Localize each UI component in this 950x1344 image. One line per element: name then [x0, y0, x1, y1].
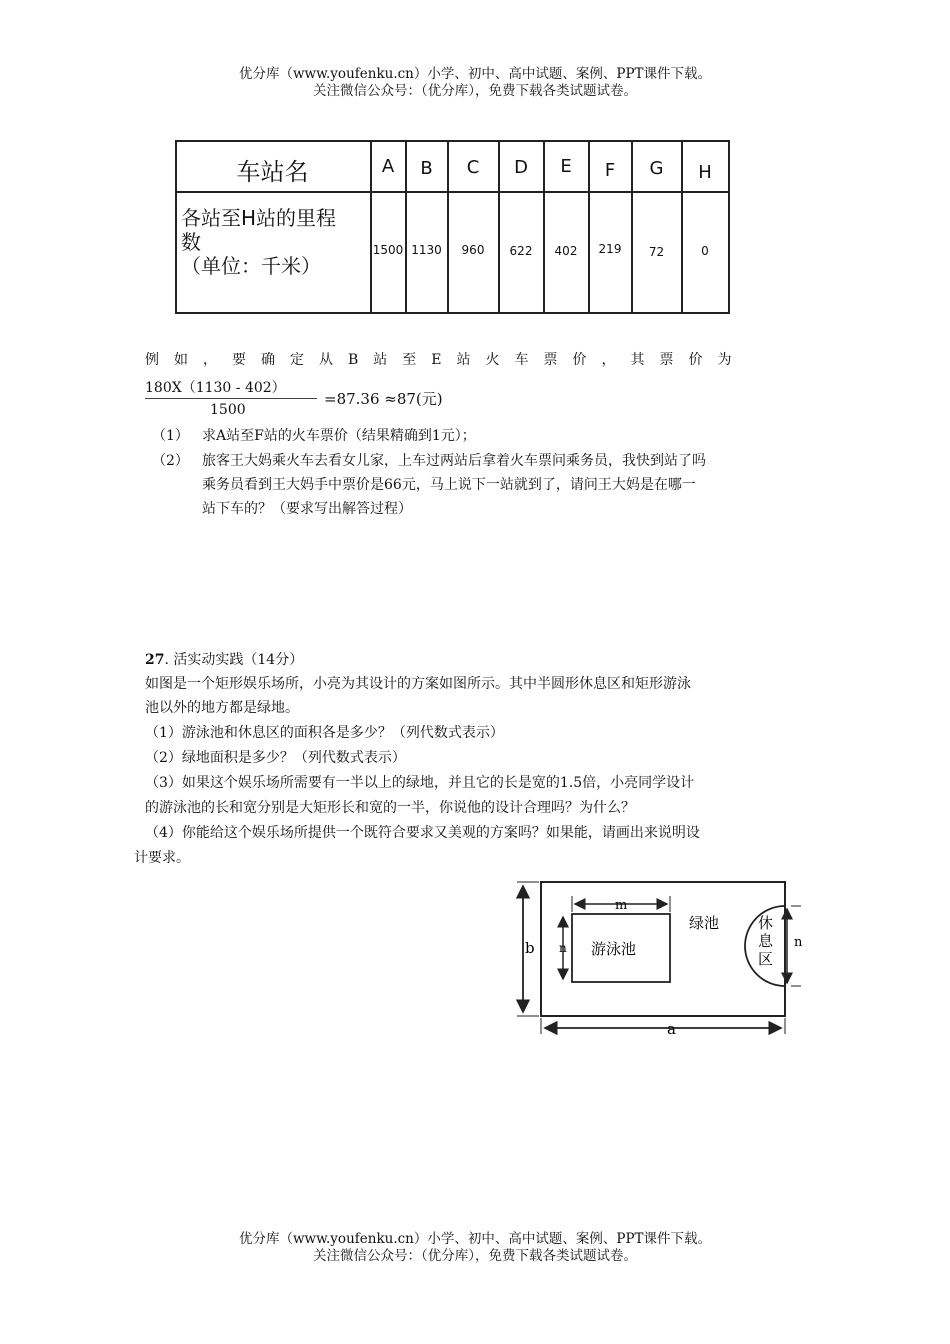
station-g: G — [649, 158, 664, 179]
label-rest-3: 区 — [758, 950, 774, 968]
footer-line-2: 关注微信公众号：（优分库），免费下载各类试题试卷。 — [313, 1248, 637, 1264]
station-b: B — [420, 158, 433, 179]
label-m: m — [615, 898, 628, 913]
label-rest-1: 休 — [758, 914, 774, 932]
distance-f: 219 — [598, 242, 622, 256]
station-d: D — [514, 157, 528, 178]
page-footer — [0, 1231, 950, 1265]
amusement-park-diagram — [515, 876, 815, 1036]
example-numerator: 180X（1130 - 402） — [145, 380, 286, 396]
table-header-label: 车站名 — [236, 158, 309, 186]
label-rest-2: 息 — [758, 932, 774, 950]
q27-sub3-line2: 的游泳池的长和宽分别是大矩形长和宽的一半，你说他的设计合理吗？为什么？ — [145, 800, 635, 816]
header-line-1: 优分库（www.youfenku.cn）小学、初中、高中试题、案例、PPT课件下载。 — [238, 66, 712, 82]
header-line-2: 关注微信公众号：（优分库），免费下载各类试题试卷。 — [313, 83, 637, 99]
page-header — [0, 66, 950, 100]
distance-b: 1130 — [411, 243, 442, 257]
q26-part2-num: （2） — [152, 453, 189, 469]
q27-sub1: （1）游泳池和休息区的面积各是多少？（列代数式表示） — [145, 725, 504, 741]
station-table — [175, 140, 730, 314]
example-text: 例如，要确定从B站至E站火车票价，其票价为 — [145, 352, 747, 368]
distance-c: 960 — [461, 243, 485, 257]
station-c: C — [466, 157, 480, 178]
label-a: a — [667, 1020, 676, 1036]
q27-intro-line1: 如图是一个矩形娱乐场所，小亮为其设计的方案如图所示。其中半圆形休息区和矩形游泳 — [145, 676, 691, 692]
outer-rectangle — [541, 882, 785, 1016]
label-n-right: n — [794, 935, 803, 950]
q26-part2-line2: 乘务员看到王大妈手中票价是66元，马上说下一站就到了，请问王大妈是在哪一 — [202, 477, 696, 493]
q27-sub2: （2）绿地面积是多少？（列代数式表示） — [145, 750, 406, 766]
footer-line-1: 优分库（www.youfenku.cn）小学、初中、高中试题、案例、PPT课件下载。 — [238, 1231, 712, 1247]
table-row-label: 各站至H站的里程 数 （单位：千米） — [181, 206, 337, 278]
example-denominator: 1500 — [210, 402, 246, 418]
label-n-left: n — [559, 941, 567, 955]
fraction-bar — [145, 398, 317, 399]
distance-e: 402 — [554, 244, 578, 258]
q27-sub4-line2: 计要求。 — [134, 850, 190, 866]
example-result: =87.36 ≈87(元) — [324, 390, 443, 408]
q27-sub4-line1: （4）你能给这个娱乐场所提供一个既符合要求又美观的方案吗？如果能，请画出来说明设 — [145, 825, 700, 841]
station-f: F — [604, 160, 616, 181]
label-b: b — [525, 939, 535, 957]
q26-part2-line3: 站下车的？（要求写出解答过程） — [202, 501, 412, 517]
station-a: A — [381, 156, 395, 177]
distance-a: 1500 — [372, 243, 404, 257]
q27-title: 27. 活实动实践（14分） — [145, 652, 304, 668]
label-pool: 游泳池 — [591, 940, 637, 958]
q27-sub3-line1: （3）如果这个娱乐场所需要有一半以上的绿地，并且它的长是宽的1.5倍，小亮同学设计 — [145, 775, 695, 791]
label-green: 绿池 — [689, 914, 720, 932]
distance-h: 0 — [701, 244, 709, 258]
distance-g: 72 — [648, 245, 665, 259]
distance-d: 622 — [509, 244, 533, 258]
station-h: H — [698, 162, 712, 183]
q26-part2-line1: 旅客王大妈乘火车去看女儿家，上车过两站后拿着火车票问乘务员，我快到站了吗 — [202, 453, 706, 469]
q27-intro-line2: 池以外的地方都是绿地。 — [145, 700, 299, 716]
station-e: E — [560, 156, 572, 177]
q26-part1-num: （1） — [152, 428, 189, 444]
q26-part1: 求A站至F站的火车票价（结果精确到1元）； — [202, 428, 476, 444]
